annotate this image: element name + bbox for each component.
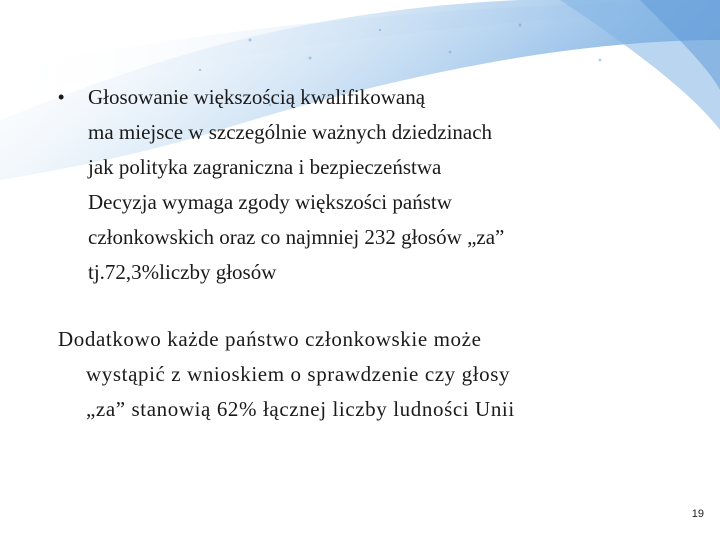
bullet-line: członkowskich oraz co najmniej 232 głosów „za” (88, 225, 505, 249)
paragraph-line: „za” stanowią 62% łącznej liczby ludności Unii (86, 397, 515, 421)
paragraph-line: Dodatkowo każde państwo członkowskie może (58, 327, 482, 351)
paragraph-line: wystąpić z wnioskiem o sprawdzenie czy głosy (86, 362, 511, 386)
additional-paragraph (58, 322, 698, 427)
bullet-line: Decyzja wymaga zgody większości państw (88, 190, 452, 214)
bullet-line: Głosowanie większością kwalifikowaną (88, 85, 426, 109)
bullet-item (58, 80, 698, 290)
slide-content (58, 80, 698, 427)
page-number: 19 (691, 508, 704, 520)
bullet-icon: • (58, 87, 65, 107)
bullet-line: tj.72,3%liczby głosów (88, 260, 277, 284)
bullet-line: ma miejsce w szczególnie ważnych dziedzinach (88, 120, 493, 144)
bullet-line: jak polityka zagraniczna i bezpieczeństwa (88, 155, 442, 179)
